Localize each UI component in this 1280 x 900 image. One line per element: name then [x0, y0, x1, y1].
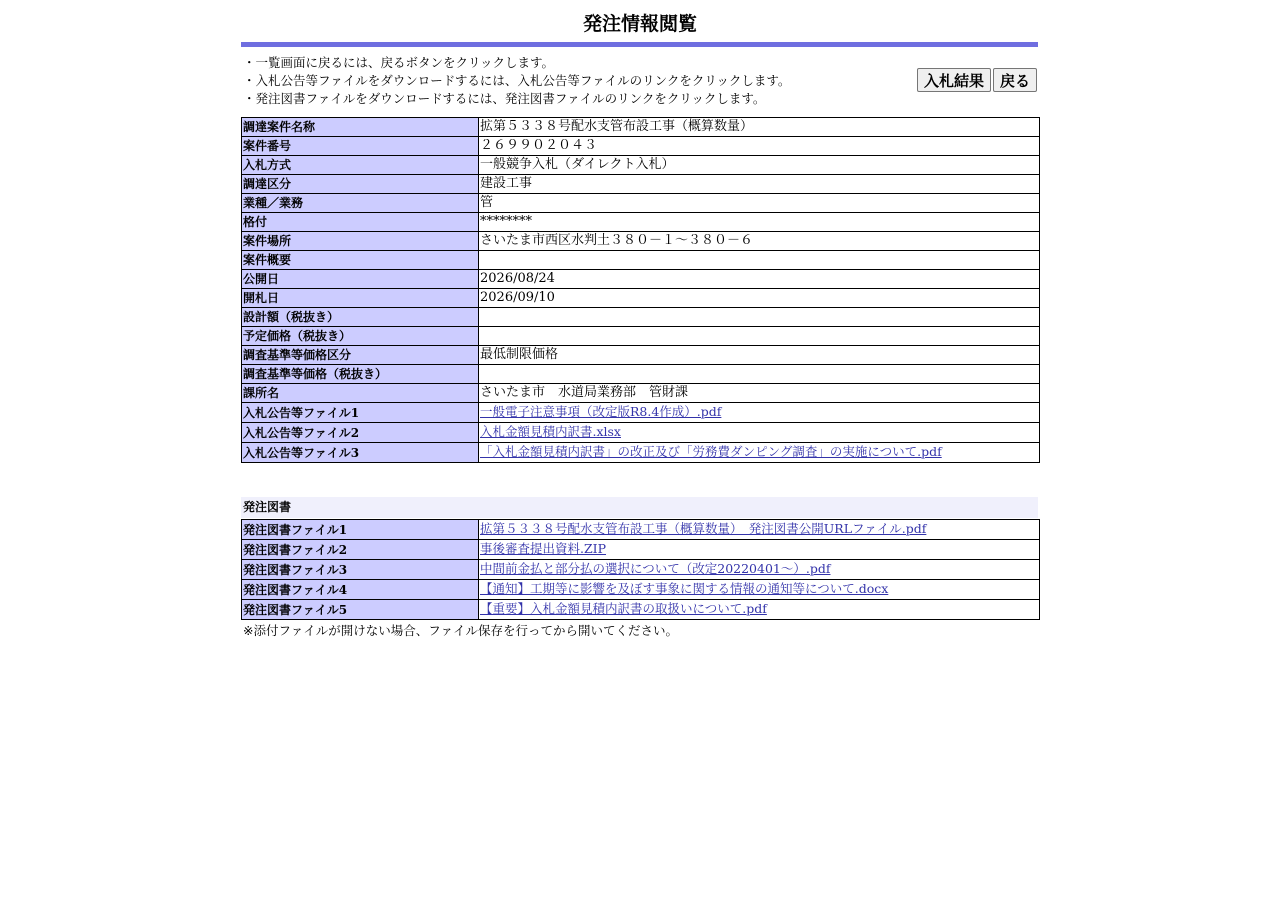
row-label: 調達案件名称	[242, 118, 479, 137]
business-type-value: 管	[479, 194, 1040, 213]
table-row	[242, 580, 1040, 600]
bid-results-button[interactable]: 入札結果	[917, 68, 991, 92]
row-label: 案件場所	[242, 232, 479, 251]
estimated-price-value	[479, 327, 1040, 346]
table-row	[242, 270, 1040, 289]
table-row	[242, 443, 1040, 463]
table-row	[242, 289, 1040, 308]
file-cell	[479, 600, 1040, 620]
row-label: 入札方式	[242, 156, 479, 175]
table-row	[242, 423, 1040, 443]
row-label: 発注図書ファイル4	[242, 580, 479, 600]
procurement-category-value: 建設工事	[479, 175, 1040, 194]
drawings-section-heading: 発注図書	[241, 497, 1038, 518]
file-cell	[479, 443, 1040, 463]
row-label: 開札日	[242, 289, 479, 308]
row-label: 調査基準等価格区分	[242, 346, 479, 365]
section-spacer	[241, 463, 1039, 497]
table-row	[242, 232, 1040, 251]
table-row	[242, 137, 1040, 156]
file-cell	[479, 423, 1040, 443]
notice-file-link-3[interactable]: 「入札金額見積内訳書」の改正及び「労務費ダンピング調査」の実施について.pdf	[480, 444, 942, 459]
row-label: 調査基準等価格（税抜き）	[242, 365, 479, 384]
opening-date-value: 2026/09/10	[479, 289, 1040, 308]
instructions-area	[241, 47, 1039, 117]
row-label: 業種／業務	[242, 194, 479, 213]
table-row	[242, 384, 1040, 403]
row-label: 入札公告等ファイル3	[242, 443, 479, 463]
notice-file-link-1[interactable]: 一般電子注意事項（改定版R8.4作成）.pdf	[480, 404, 722, 419]
table-row	[242, 308, 1040, 327]
row-label: 発注図書ファイル1	[242, 520, 479, 540]
file-cell	[479, 580, 1040, 600]
row-label: 入札公告等ファイル1	[242, 403, 479, 423]
table-row	[242, 540, 1040, 560]
drawing-file-link-4[interactable]: 【通知】工期等に影響を及ぼす事象に関する情報の通知等について.docx	[480, 581, 889, 596]
bid-method-value: 一般競争入札（ダイレクト入札）	[479, 156, 1040, 175]
drawing-file-link-3[interactable]: 中間前金払と部分払の選択について（改定20220401～）.pdf	[480, 561, 831, 576]
rating-value: ********	[479, 213, 1040, 232]
page-title: 発注情報閲覧	[582, 13, 697, 35]
table-row	[242, 118, 1040, 137]
row-label: 案件番号	[242, 137, 479, 156]
standard-price-value	[479, 365, 1040, 384]
file-cell	[479, 403, 1040, 423]
file-cell	[479, 540, 1040, 560]
table-row	[242, 520, 1040, 540]
row-label: 公開日	[242, 270, 479, 289]
row-label: 格付	[242, 213, 479, 232]
row-label: 予定価格（税抜き）	[242, 327, 479, 346]
row-label: 課所名	[242, 384, 479, 403]
project-number-value: ２６９９０２０４３	[479, 137, 1040, 156]
drawing-file-link-5[interactable]: 【重要】入札金額見積内訳書の取扱いについて.pdf	[480, 601, 767, 616]
table-row	[242, 560, 1040, 580]
project-info-table	[241, 117, 1040, 463]
back-button[interactable]: 戻る	[993, 68, 1037, 92]
standard-price-category-value: 最低制限価格	[479, 346, 1040, 365]
drawing-file-link-2[interactable]: 事後審査提出資料.ZIP	[480, 541, 607, 556]
instruction-notice-download: ・入札公告等ファイルをダウンロードするには、入札公告等ファイルのリンクをクリックします。	[243, 73, 791, 88]
action-buttons	[915, 68, 1037, 92]
table-row	[242, 346, 1040, 365]
drawings-table	[241, 519, 1040, 620]
attachment-note: ※添付ファイルが開けない場合、ファイル保存を行ってから開いてください。	[243, 623, 678, 638]
project-name-value: 拡第５３３８号配水支管布設工事（概算数量）	[479, 118, 1040, 137]
summary-value	[479, 251, 1040, 270]
file-cell	[479, 560, 1040, 580]
table-row	[242, 156, 1040, 175]
table-row	[242, 251, 1040, 270]
row-label: 設計額（税抜き）	[242, 308, 479, 327]
instruction-back: ・一覧画面に戻るには、戻るボタンをクリックします。	[243, 55, 555, 70]
drawing-file-link-1[interactable]: 拡第５３３８号配水支管布設工事（概算数量） 発注図書公開URLファイル.pdf	[480, 521, 927, 536]
table-row	[242, 194, 1040, 213]
row-label: 案件概要	[242, 251, 479, 270]
department-value: さいたま市 水道局業務部 管財課	[479, 384, 1040, 403]
location-value: さいたま市西区水判土３８０－１～３８０－６	[479, 232, 1040, 251]
table-row	[242, 327, 1040, 346]
row-label: 調達区分	[242, 175, 479, 194]
row-label: 発注図書ファイル3	[242, 560, 479, 580]
publish-date-value: 2026/08/24	[479, 270, 1040, 289]
notice-file-link-2[interactable]: 入札金額見積内訳書.xlsx	[480, 424, 621, 439]
file-cell	[479, 520, 1040, 540]
table-row	[242, 403, 1040, 423]
design-amount-value	[479, 308, 1040, 327]
table-row	[242, 365, 1040, 384]
table-row	[242, 600, 1040, 620]
row-label: 発注図書ファイル5	[242, 600, 479, 620]
table-row	[242, 175, 1040, 194]
row-label: 発注図書ファイル2	[242, 540, 479, 560]
table-row	[242, 213, 1040, 232]
page-container	[241, 0, 1039, 642]
row-label: 入札公告等ファイル2	[242, 423, 479, 443]
instruction-drawing-download: ・発注図書ファイルをダウンロードするには、発注図書ファイルのリンクをクリックします。	[243, 91, 766, 106]
